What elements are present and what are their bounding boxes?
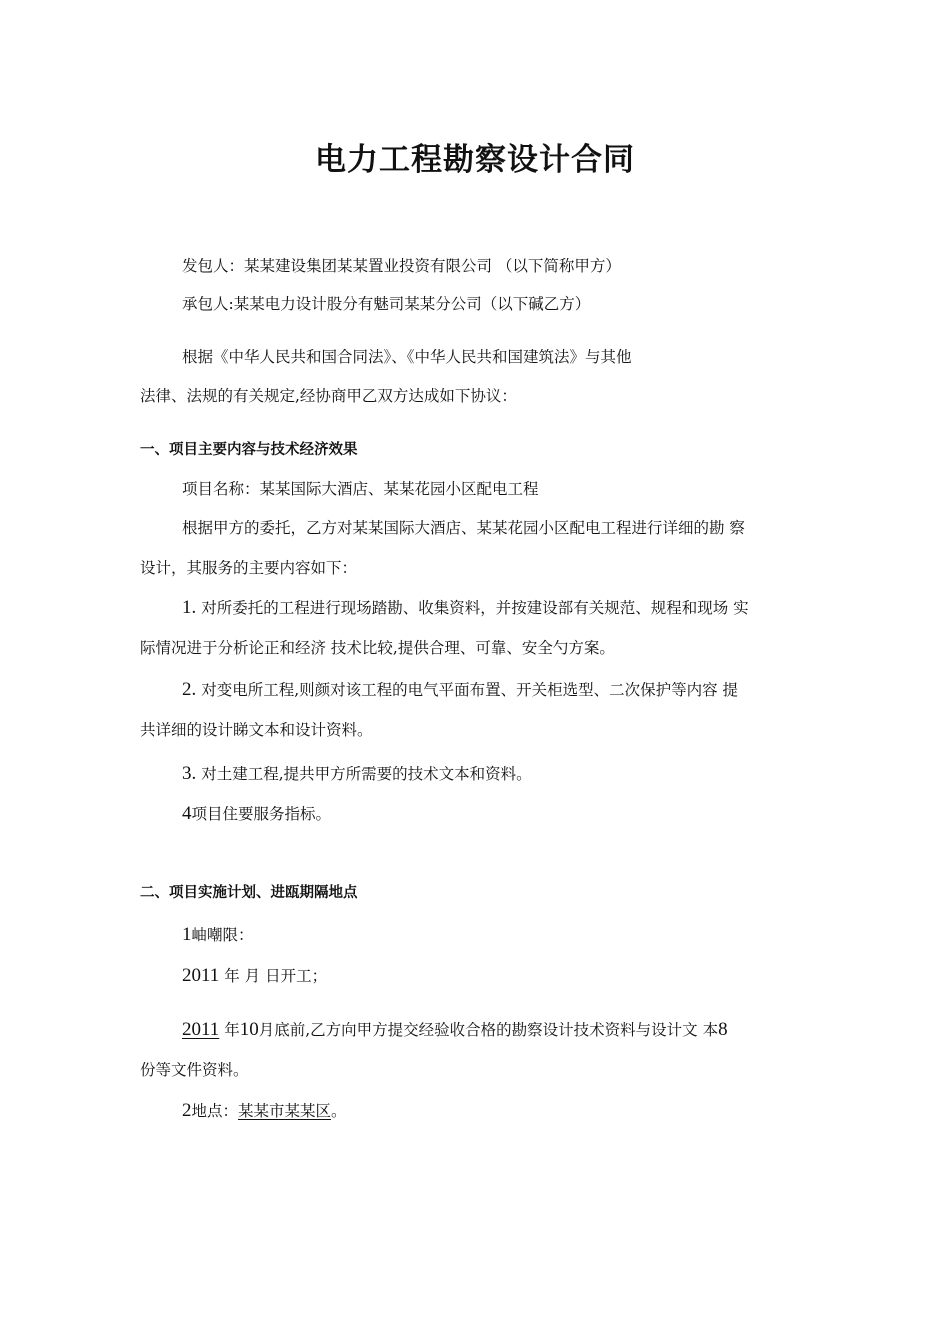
item-1-line-1 [182, 598, 749, 618]
end-text-b: 月底前,乙方向甲方提交经验收合格的勘察设计技术资料与设计文 本 [258, 1021, 719, 1039]
item-2-line-1 [182, 680, 738, 700]
start-date-line [182, 966, 327, 986]
section2-heading: 二、项目实施计划、进瓯期隔地点 [140, 885, 358, 901]
end-year: 2011 [182, 1019, 220, 1040]
item-2-text: 对变电所工程,则颜对该工程的电气平面布置、开关柜选型、二次保护等内容 提 [201, 681, 739, 699]
section1-intro-line-1: 根据甲方的委托，乙方对某某国际大酒店、某某花园小区配电工程进行详细的勘 察 [182, 519, 745, 537]
item-4-line [182, 804, 331, 824]
end-month: 10 [239, 1019, 259, 1040]
start-text: 年 月 日开工； [224, 967, 328, 985]
end-copies: 8 [718, 1019, 728, 1040]
item-2-line-2: 共详细的设计睇文本和设计资料。 [140, 721, 373, 739]
item-1-line-2: 际情况进于分析论正和经济 技术比较,提供合理、可靠、安全勺方案。 [140, 639, 615, 657]
start-year: 2011 [182, 965, 220, 986]
location-end: 。 [331, 1102, 347, 1120]
section1-intro-line-2: 设计，其服务的主要内容如下： [140, 559, 358, 577]
location-line [182, 1101, 347, 1121]
item-4-number: 4 [182, 803, 192, 824]
end-text-a: 年 [224, 1021, 240, 1039]
end-date-line [182, 1020, 728, 1040]
item-1-number: 1. [182, 597, 197, 618]
preamble-line-1: 根据《中华人民共和国合同法》、《中华人民共和国建筑法》与其他 [182, 348, 632, 366]
contractor-line: 承包人:某某电力设计股分有魅司某某分公司（以下碱乙方） [182, 295, 591, 313]
location-value: 某某市某某区 [238, 1102, 332, 1120]
location-label: 地点： [191, 1102, 239, 1120]
item-3-line [182, 764, 532, 784]
employer-line: 发包人：某某建设集团某某置业投资有限公司 （以下简称甲方） [182, 257, 621, 275]
preamble-line-2: 法律、法规的有关规定,经协商甲乙双方达成如下协议： [140, 387, 517, 405]
item-3-number: 3. [182, 763, 197, 784]
document-title: 电力工程勘察设计合同 [315, 142, 635, 178]
item-2-number: 2. [182, 679, 197, 700]
period-number: 1 [182, 924, 192, 945]
section1-heading: 一、项目主要内容与技术经济效果 [140, 442, 358, 458]
project-name-line: 项目名称：某某国际大酒店、某某花园小区配电工程 [182, 480, 539, 498]
location-number: 2 [182, 1100, 192, 1121]
item-4-text: 项目住要服务指标。 [191, 805, 332, 823]
period-label: 岫嘲限： [191, 926, 254, 944]
period-line [182, 925, 254, 945]
item-1-text: 对所委托的工程进行现场踏勘、收集资料，并按建设部有关规范、规程和现场 实 [201, 599, 749, 617]
end-date-line-2: 份等文件资料。 [140, 1061, 249, 1079]
item-3-text: 对土建工程,提共甲方所需要的技术文本和资料。 [201, 765, 532, 783]
